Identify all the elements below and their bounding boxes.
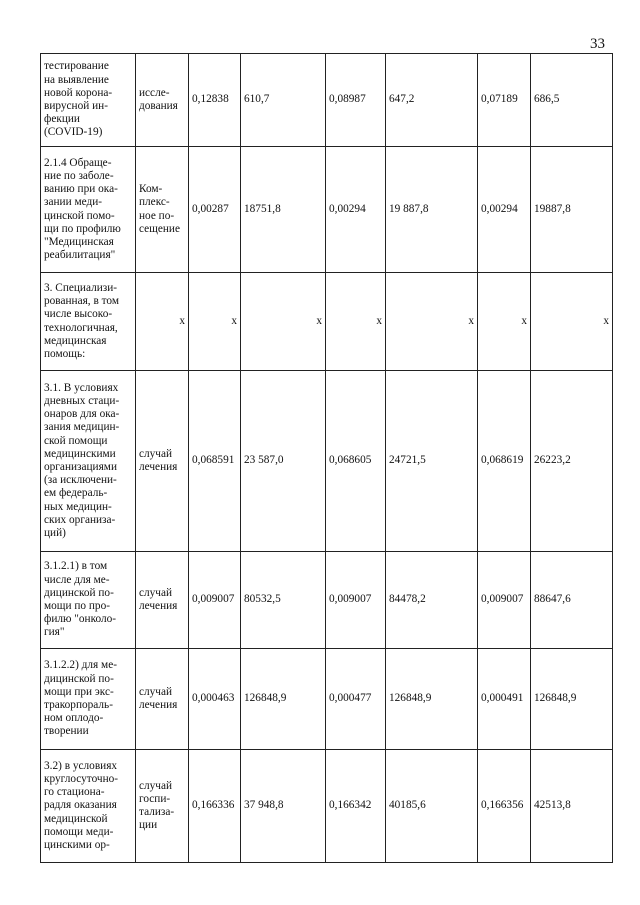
care-type-line: 3. Специализи-	[44, 281, 118, 294]
unit-cell	[136, 750, 189, 863]
cost-value-cell: х	[531, 273, 613, 371]
unit-line: х	[179, 314, 185, 327]
table-row	[41, 750, 613, 863]
cost-value-cell: 686,5	[531, 54, 613, 147]
care-type-line: 2.1.4 Обраще-	[44, 156, 112, 169]
table-row	[41, 54, 613, 147]
unit-line: ции	[139, 819, 158, 832]
cost-value-cell: 126848,9	[241, 649, 326, 750]
cost-value-cell: 19 887,8	[386, 147, 478, 273]
care-type-line: медицинской	[44, 812, 108, 825]
norm-value-cell: 0,00294	[326, 147, 386, 273]
care-type-line: зания медицин-	[44, 421, 120, 434]
norm-value-cell: 0,07189	[478, 54, 531, 147]
cost-value-cell: 37 948,8	[241, 750, 326, 863]
cost-value-cell: 610,7	[241, 54, 326, 147]
care-type-line: радля оказания	[44, 799, 117, 812]
cost-value-cell: 80532,5	[241, 552, 326, 649]
care-type-line: 3.1. В условиях	[44, 381, 119, 394]
care-type-line: медицинскими	[44, 447, 116, 460]
norm-value-cell: 0,000463	[189, 649, 241, 750]
tariff-table	[40, 53, 613, 863]
care-type-line: вирусной ин-	[44, 100, 108, 112]
care-type-line: онаров для ока-	[44, 408, 120, 421]
care-type-line: 3.1.2.2) для ме-	[44, 659, 117, 672]
cost-value-cell: 19887,8	[531, 147, 613, 273]
care-type-line: организациями	[44, 461, 117, 473]
care-type-line: (за исключени-	[44, 474, 117, 487]
norm-value-cell: 0,009007	[189, 552, 241, 649]
care-type-line: новой корона-	[44, 86, 113, 99]
care-type-line: ном оплодо-	[44, 712, 104, 725]
care-type-line: рованная, в том	[44, 295, 119, 308]
care-type-line: цинскими ор-	[44, 839, 110, 851]
cost-value-cell: 126848,9	[386, 649, 478, 750]
norm-value-cell: 0,12838	[189, 54, 241, 147]
care-type-line: зании меди-	[44, 196, 103, 209]
norm-value-cell: х	[189, 273, 241, 371]
care-type-line: тестирование	[44, 60, 109, 73]
care-type-line: мощи по про-	[44, 600, 110, 612]
unit-line: иссле-	[139, 86, 170, 99]
unit-line: лечения	[139, 699, 178, 711]
table-row	[41, 147, 613, 273]
care-type-line: реабилитация"	[44, 249, 116, 262]
norm-value-cell: 0,08987	[326, 54, 386, 147]
cost-value-cell: х	[241, 273, 326, 371]
unit-line: тализа-	[139, 806, 175, 818]
unit-line: случай	[139, 685, 173, 698]
care-type-line: ных медицин-	[44, 500, 112, 513]
norm-value-cell: 0,00287	[189, 147, 241, 273]
norm-value-cell: 0,000477	[326, 649, 386, 750]
norm-value-cell: 0,166336	[189, 750, 241, 863]
care-type-line: помощи меди-	[44, 825, 114, 838]
care-type-cell	[41, 552, 136, 649]
cost-value-cell: 40185,6	[386, 750, 478, 863]
norm-value-cell: 0,068619	[478, 371, 531, 552]
care-type-line: 3.1.2.1) в том	[44, 560, 108, 573]
norm-value-cell: 0,166342	[326, 750, 386, 863]
unit-cell	[136, 371, 189, 552]
unit-line: лечения	[139, 600, 178, 612]
cost-value-cell: 23 587,0	[241, 371, 326, 552]
care-type-cell	[41, 147, 136, 273]
norm-value-cell: х	[478, 273, 531, 371]
norm-value-cell: 0,009007	[326, 552, 386, 649]
care-type-cell	[41, 750, 136, 863]
care-type-line: на выявление	[44, 73, 109, 86]
care-type-line: мощи при экс-	[44, 685, 114, 698]
unit-line: госпи-	[139, 792, 171, 805]
unit-cell	[136, 273, 189, 371]
norm-value-cell: 0,166356	[478, 750, 531, 863]
unit-cell	[136, 552, 189, 649]
care-type-line: филю "онколо-	[44, 613, 117, 626]
norm-value-cell: 0,009007	[478, 552, 531, 649]
page-number: 33	[590, 36, 605, 52]
cost-value-cell: 24721,5	[386, 371, 478, 552]
unit-line: Ком-	[139, 183, 163, 196]
cost-value-cell: 18751,8	[241, 147, 326, 273]
care-type-line: творении	[44, 725, 89, 738]
care-type-line: ской помощи	[44, 434, 108, 447]
cost-value-cell: 126848,9	[531, 649, 613, 750]
unit-line: дования	[139, 100, 178, 112]
unit-line: случай	[139, 779, 173, 792]
unit-line: плекс-	[139, 196, 170, 209]
norm-value-cell: 0,00294	[478, 147, 531, 273]
care-type-line: гия"	[44, 626, 65, 639]
cost-value-cell: х	[386, 273, 478, 371]
care-type-line: ванию при ока-	[44, 183, 118, 196]
care-type-line: ций)	[44, 527, 66, 540]
cost-value-cell: 84478,2	[386, 552, 478, 649]
care-type-line: щи по профилю	[44, 222, 121, 235]
care-type-line: дневных стаци-	[44, 394, 120, 407]
care-type-line: го стациона-	[44, 786, 105, 799]
table-row	[41, 371, 613, 552]
care-type-line: технологичная,	[44, 321, 118, 334]
care-type-line: (COVID-19)	[44, 126, 103, 139]
care-type-line: цинской помо-	[44, 209, 115, 222]
cost-value-cell: 26223,2	[531, 371, 613, 552]
unit-cell	[136, 147, 189, 273]
norm-value-cell: 0,068605	[326, 371, 386, 552]
care-type-line: ние по заболе-	[44, 169, 114, 182]
cost-value-cell: 42513,8	[531, 750, 613, 863]
norm-value-cell: х	[326, 273, 386, 371]
unit-line: ное по-	[139, 209, 175, 222]
table-row	[41, 649, 613, 750]
care-type-line: 3.2) в условиях	[44, 759, 118, 772]
care-type-line: дицинской по-	[44, 586, 114, 599]
care-type-line: ских организа-	[44, 513, 116, 526]
norm-value-cell: 0,000491	[478, 649, 531, 750]
care-type-line: ем федераль-	[44, 487, 108, 500]
care-type-line: фекции	[44, 113, 80, 126]
unit-line: случай	[139, 586, 173, 599]
unit-line: лечения	[139, 461, 178, 473]
norm-value-cell: 0,068591	[189, 371, 241, 552]
unit-cell	[136, 649, 189, 750]
care-type-line: "Медицинская	[44, 235, 114, 248]
unit-line: случай	[139, 447, 173, 460]
care-type-cell	[41, 273, 136, 371]
cost-value-cell: 647,2	[386, 54, 478, 147]
cost-value-cell: 88647,6	[531, 552, 613, 649]
unit-cell	[136, 54, 189, 147]
table-row	[41, 273, 613, 371]
care-type-line: дицинской по-	[44, 672, 114, 685]
care-type-cell	[41, 649, 136, 750]
care-type-cell	[41, 54, 136, 147]
care-type-line: помощь:	[44, 347, 86, 360]
care-type-cell	[41, 371, 136, 552]
care-type-line: медицинская	[44, 334, 107, 347]
care-type-line: числе для ме-	[44, 573, 110, 586]
care-type-line: тракорпораль-	[44, 699, 113, 711]
unit-line: сещение	[139, 222, 180, 235]
care-type-line: круглосуточно-	[44, 772, 119, 785]
care-type-line: числе высоко-	[44, 308, 113, 321]
table-row	[41, 552, 613, 649]
